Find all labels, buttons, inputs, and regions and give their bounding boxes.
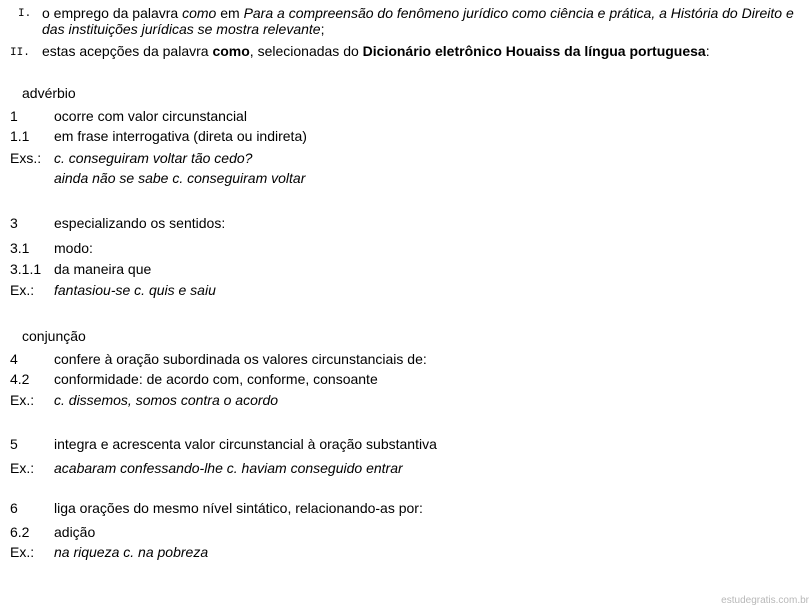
entry-text: em frase interrogativa (direta ou indireta) — [54, 128, 307, 144]
entry-number: 3 — [10, 215, 18, 231]
roman-marker-2: II. — [10, 47, 30, 59]
entry-number: 5 — [10, 436, 18, 452]
section-heading-conjuncao: conjunção — [22, 328, 86, 344]
example-text: c. conseguiram voltar tão cedo? — [54, 150, 253, 166]
intro-1-quote: Para a compreensão do fenômeno jurídico como ciência e prática, a História do Direito e — [243, 5, 794, 21]
entry-text: confere à oração subordinada os valores circunstanciais de: — [54, 351, 427, 367]
entry-number: 4.2 — [10, 371, 30, 387]
entry-number: 3.1 — [10, 240, 30, 256]
example-text: ainda não se sabe c. conseguiram voltar — [54, 170, 306, 186]
example-label: Ex.: — [10, 392, 35, 408]
entry-text: modo: — [54, 240, 93, 256]
intro-2-keyword: como — [212, 43, 250, 59]
intro-1-keyword: como — [182, 5, 217, 21]
entry-number: 1.1 — [10, 128, 30, 144]
entry-number: 6 — [10, 500, 18, 516]
example-text: na riqueza c. na pobreza — [54, 544, 209, 560]
entry-text: integra e acrescenta valor circunstancial à oração substantiva — [54, 436, 437, 452]
example-label: Ex.: — [10, 544, 35, 560]
example-text: c. dissemos, somos contra o acordo — [54, 392, 279, 408]
intro-1-text-a: o emprego da palavra — [42, 5, 183, 21]
section-heading-adverbio: advérbio — [22, 85, 76, 101]
entry-number: 6.2 — [10, 524, 30, 540]
entry-text: ocorre com valor circunstancial — [54, 108, 247, 124]
roman-marker-1: I. — [18, 8, 32, 20]
example-label: Exs.: — [10, 150, 42, 166]
entry-text: adição — [54, 524, 96, 540]
entry-number: 3.1.1 — [10, 261, 42, 277]
entry-text: da maneira que — [54, 261, 152, 277]
example-label: Ex.: — [10, 282, 35, 298]
intro-2-colon: : — [705, 43, 710, 59]
example-text: acabaram confessando-lhe c. haviam conseguido entrar — [54, 460, 403, 476]
intro-item-2 — [42, 42, 710, 60]
dictionary-title: Dicionário eletrônico Houaiss da língua portuguesa — [362, 43, 706, 59]
example-text: fantasiou-se c. quis e saiu — [54, 282, 216, 298]
entry-number: 1 — [10, 108, 18, 124]
intro-1-text-b: em — [216, 5, 244, 21]
intro-item-1-line-2: das instituições jurídicas se mostra relevante; — [42, 21, 325, 37]
intro-2-text-a: estas acepções da palavra — [42, 43, 213, 59]
example-label: Ex.: — [10, 460, 35, 476]
entry-number: 4 — [10, 351, 18, 367]
entry-text: conformidade: de acordo com, conforme, consoante — [54, 371, 378, 387]
intro-2-text-b: , selecionadas do — [249, 43, 363, 59]
entry-text: especializando os sentidos: — [54, 215, 226, 231]
site-watermark: estudegratis.com.br — [721, 595, 809, 606]
entry-text: liga orações do mesmo nível sintático, relacionando-as por: — [54, 500, 423, 516]
intro-1-quote-cont: das instituições jurídicas se mostra relevante — [42, 21, 321, 37]
